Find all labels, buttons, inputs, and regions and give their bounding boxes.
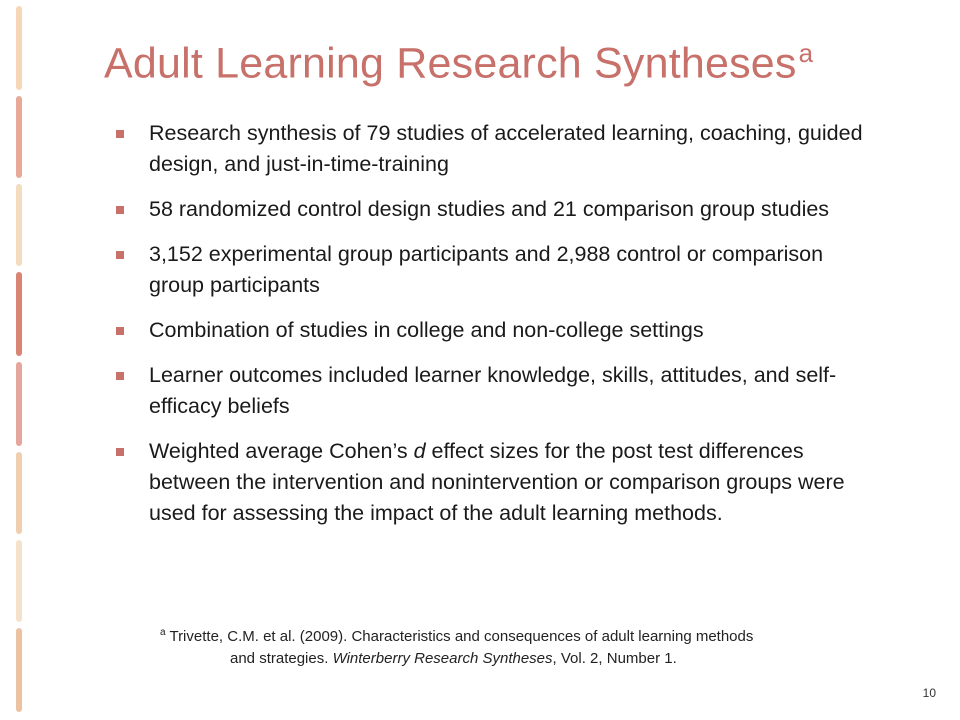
bullet-square-icon bbox=[116, 251, 124, 259]
bullet-square-icon bbox=[116, 206, 124, 214]
bullet-list bbox=[116, 118, 876, 543]
bullet-text-part: Weighted average Cohen’s bbox=[149, 439, 414, 463]
page-number: 10 bbox=[922, 686, 936, 700]
bullet-item bbox=[116, 436, 876, 529]
bullet-item bbox=[116, 118, 876, 180]
bullet-text-part: effect sizes for the post test differences between the intervention and nonintervention or comparison groups were used for assessing the impact of the adult learning methods. bbox=[149, 439, 845, 525]
footnote-line-1 bbox=[160, 628, 753, 645]
decorative-left-strip bbox=[0, 0, 34, 720]
title-text: Adult Learning Research Syntheses bbox=[104, 39, 797, 88]
bullet-text: Learner outcomes included learner knowledge, skills, attitudes, and self-efficacy beliefs bbox=[149, 363, 837, 418]
cohens-d-symbol: d bbox=[413, 439, 426, 463]
bullet-item bbox=[116, 194, 876, 225]
bullet-square-icon bbox=[116, 327, 124, 335]
footnote-line-2 bbox=[160, 648, 850, 670]
footnote-mark: a bbox=[160, 627, 166, 638]
footnote-journal: Winterberry Research Syntheses bbox=[332, 650, 553, 667]
strip-segment bbox=[16, 540, 22, 622]
bullet-item bbox=[116, 239, 876, 301]
bullet-item bbox=[116, 315, 876, 346]
bullet-text: Combination of studies in college and non-college settings bbox=[149, 318, 704, 342]
strip-segment bbox=[16, 96, 22, 178]
bullet-square-icon bbox=[116, 448, 124, 456]
strip-segment bbox=[16, 628, 22, 712]
title-superscript: a bbox=[798, 38, 814, 68]
footnote-text: and strategies. bbox=[230, 650, 333, 667]
bullet-text: 58 randomized control design studies and 21 comparison group studies bbox=[149, 197, 830, 221]
bullet-item bbox=[116, 360, 876, 422]
bullet-square-icon bbox=[116, 372, 124, 380]
strip-segment bbox=[16, 362, 22, 446]
strip-segment bbox=[16, 184, 22, 266]
footnote-text: , Vol. 2, Number 1. bbox=[552, 650, 677, 667]
footnote-text: Trivette, C.M. et al. (2009). Characteristics and consequences of adult learning methods bbox=[165, 628, 754, 645]
bullet-text: 3,152 experimental group participants and 2,988 control or comparison group participants bbox=[149, 242, 824, 297]
bullet-text: Research synthesis of 79 studies of accelerated learning, coaching, guided design, and just-in-time-training bbox=[149, 121, 863, 176]
bullet-text bbox=[149, 439, 845, 525]
citation-footnote bbox=[160, 622, 850, 670]
strip-segment bbox=[16, 452, 22, 534]
strip-segment bbox=[16, 272, 22, 356]
slide-title bbox=[104, 38, 813, 88]
strip-segment bbox=[16, 6, 22, 90]
bullet-square-icon bbox=[116, 130, 124, 138]
